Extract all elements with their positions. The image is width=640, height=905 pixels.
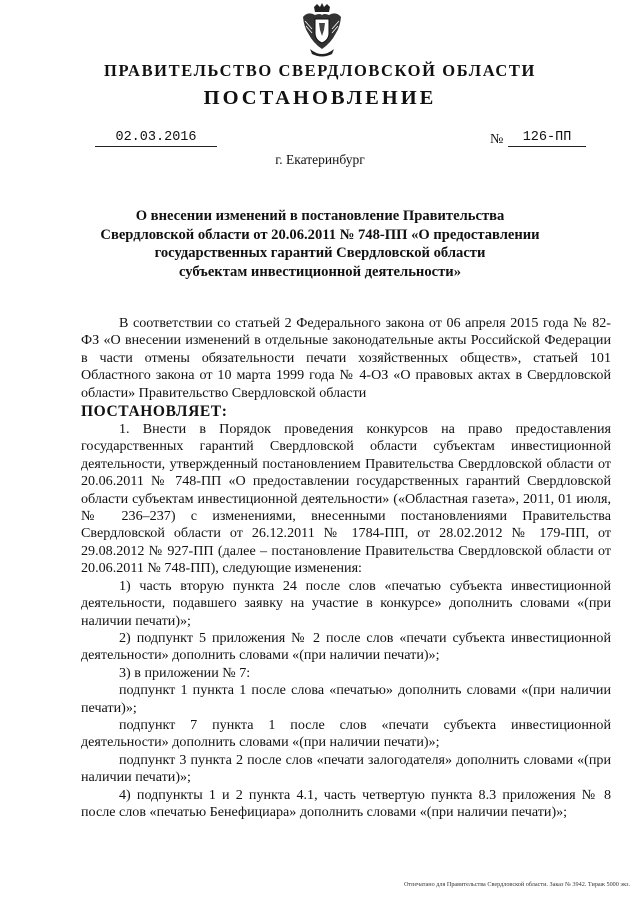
document-date: 02.03.2016: [95, 130, 217, 147]
item-1-paragraph: 1. Внести в Порядок проведения конкурсов на право предоставления государственных гарантий Свердловской области субъектам инвестиционной деятельности, утвержденный постановлением Правительства Свердловской области от 20.06.2011 № 748-ПП «О предоставлении государственных гарантий Свердловской области субъектам инвестиционной деятельности» («Областная газета», 2011, 01 июля, № 236–237) с изменениями, внесенными постановлениями Правительства Свердловской области от 26.12.2011 № 1784-ПП, от 28.02.2012 № 179-ПП, от 29.08.2012 № 927-ПП (далее – постановление Правительства Свердловской области от 20.06.2011 № 748-ПП), следующие изменения:: [81, 421, 611, 577]
title-line: государственных гарантий Свердловской области: [154, 245, 486, 262]
subitem-3-paragraph: 3) в приложении № 7:: [119, 664, 251, 681]
government-name: ПРАВИТЕЛЬСТВО СВЕРДЛОВСКОЙ ОБЛАСТИ: [104, 61, 536, 80]
decrees-heading: ПОСТАНОВЛЯЕТ:: [81, 403, 228, 421]
subitem-4-paragraph: 4) подпункты 1 и 2 пункта 4.1, часть четвертую пункта 8.3 приложения № 8 после слов «печатью Бенефициара» дополнить словами «(при наличии печати)»;: [81, 786, 611, 820]
subitem-3c-paragraph: подпункт 3 пункта 2 после слов «печати залогодателя» дополнить словами «(при наличии печати)»;: [81, 751, 611, 786]
city: г. Екатеринбург: [275, 152, 365, 167]
title-line: субъектам инвестиционной деятельности»: [178, 263, 461, 280]
title-line: О внесении изменений в постановление Правительства: [135, 208, 505, 224]
number-sign: №: [490, 132, 504, 147]
document-number: 126-ПП: [508, 130, 586, 147]
document-title: [100, 207, 540, 281]
title-line: Свердловской области от 20.06.2011 № 748-ПП «О предоставлении: [100, 226, 540, 243]
document-body: [81, 315, 611, 821]
subitem-3b-paragraph: подпункт 7 пункта 1 после слов «печати субъекта инвестиционной деятельности» дополнить словами «(при наличии печати)»;: [81, 716, 611, 751]
subitem-1-paragraph: 1) часть вторую пункта 24 после слов «печатью субъекта инвестиционной деятельности, подавшего заявку на участие в конкурсе» дополнить словами «(при наличии печати)»;: [81, 577, 611, 629]
subitem-2-paragraph: 2) подпункт 5 приложения № 2 после слов «печати субъекта инвестиционной деятельности» дополнить словами «(при наличии печати)»;: [81, 629, 611, 664]
coat-of-arms-icon: [300, 3, 344, 59]
subitem-3a-paragraph: подпункт 1 пункта 1 после слова «печатью» дополнить словами «(при наличии печати)»;: [81, 682, 611, 716]
document-type: ПОСТАНОВЛЕНИЕ: [203, 87, 437, 109]
preamble-paragraph: В соответствии со статьей 2 Федерального закона от 06 апреля 2015 года № 82-ФЗ «О внесении изменений в отдельные законодательные акты Российской Федерации в части отмены обязательности печати хозяйственных обществ», статьей 101 Областного закона от 10 марта 1999 года № 4-ОЗ «О правовых актах в Свердловской области» Правительство Свердловской области: [81, 315, 611, 401]
print-info-footer: Отпечатано для Правительства Свердловской области. Заказ № 3942. Тираж 5000 экз.: [403, 881, 630, 888]
